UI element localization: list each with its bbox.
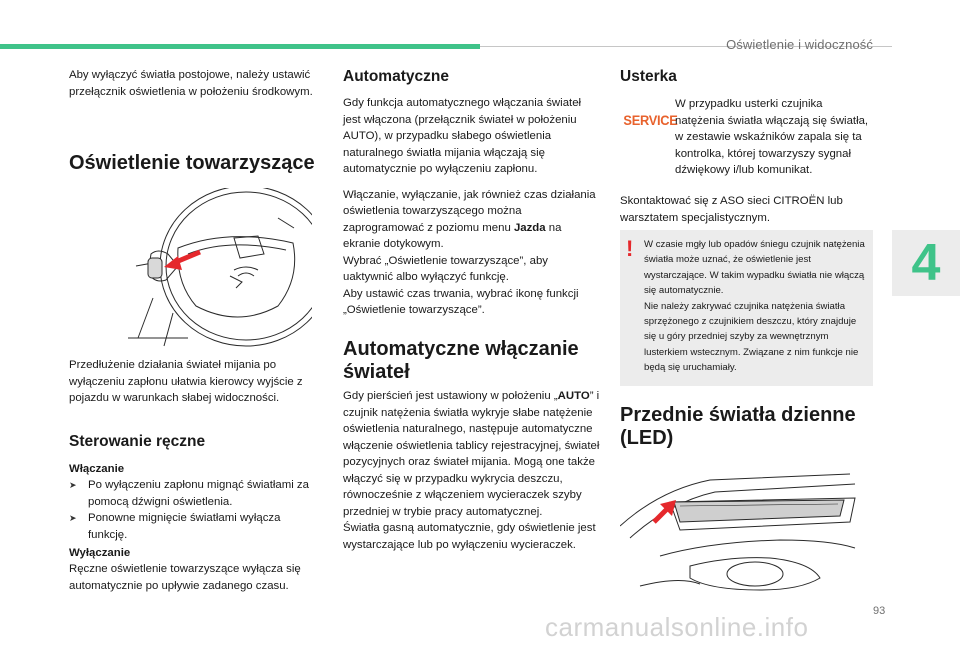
off-text: Ręczne oświetlenie towarzyszące wyłącza się automatycznie po upływie zadanego czasu. (69, 563, 301, 592)
automatic-paragraph: Gdy funkcja automatycznego włączania świateł jest włączona (przełącznik świateł w położeniu AUTO), w przypadku słabego oświetlenia naturalnego światła mijania włączają się automatycznie po wyłączeniu zapłonu. (343, 97, 582, 175)
automatic-settings-text: Włączanie, wyłączanie, jak również czas działania oświetlenia towarzyszącego można zaprogramować z poziomu menu (343, 188, 596, 234)
header-accent-bar (0, 44, 480, 49)
automatic-lighting-off-text: Światła gasną automatycznie, gdy oświetlenie jest wystarczające lub po wyłączeniu wycieraczek. (343, 522, 596, 551)
chapter-tab: 4 (892, 230, 960, 296)
heading-line: (LED) (620, 427, 674, 449)
warning-paragraph: Nie należy zakrywać czujnika natężenia światła sprzężonego z czujnikiem deszczu, który znajduje się u góry przedniej szyby za wewnętrznym lusterkiem wstecznym. Związane z nim funkcje nie będą się uruchamiały. (644, 300, 859, 374)
heading-fault: Usterka (620, 68, 677, 85)
automatic-duration-text: Aby ustawić czas trwania, wybrać ikonę funkcji „Oświetlenie towarzyszące”. (343, 287, 579, 316)
contact-text: Skontaktować się z ASO sieci CITROËN lub warsztatem specjalistycznym. (620, 195, 843, 224)
automatic-block (343, 95, 601, 319)
automatic-lighting-paragraph (343, 388, 601, 520)
automatic-lighting-block (343, 388, 601, 553)
bullet-text: Po wyłączeniu zapłonu mignąć światłami za pomocą dźwigni oświetlenia. (88, 479, 309, 508)
bullet-item (69, 477, 321, 510)
automatic-settings-text-end: na ekranie dotykowym. (343, 221, 562, 250)
column-left-bottom (69, 357, 321, 407)
warning-paragraph: W czasie mgły lub opadów śniegu czujnik natężenia światła może uznać, że oświetlenie jest wystarczające. W takim wypadku światła nie włączą się automatycznie. (644, 239, 865, 297)
heading-companion-lighting: Oświetlenie towarzyszące (69, 152, 315, 174)
manual-off-block (69, 546, 321, 594)
daytime-light-illustration (620, 466, 872, 594)
menu-name: Jazda (513, 221, 546, 234)
heading-line: Automatyczne włączanie (343, 338, 579, 360)
subheading-on: Włączanie (69, 463, 125, 475)
auto-lighting-text: Gdy pierścień jest ustawiony w położeniu „ (343, 390, 558, 402)
intro-text: Aby wyłączyć światła postojowe, należy ustawić przełącznik oświetlenia w położeniu środkowym. (69, 69, 313, 98)
companion-description: Przedłużenie działania świateł mijania po wyłączeniu zapłonu ułatwia kierowcy wyjście z pojazdu w warunkach słabej widoczności. (69, 359, 303, 404)
bullet-item (69, 510, 321, 543)
automatic-select-text: Wybrać „Oświetlenie towarzyszące”, aby uaktywnić albo wyłączyć funkcję. (343, 254, 548, 283)
watermark: carmanualsonline.info (545, 612, 809, 642)
heading-automatic: Automatyczne (343, 68, 449, 85)
heading-manual-control: Sterowanie ręczne (69, 433, 206, 450)
subheading-off: Wyłączanie (69, 547, 131, 559)
auto-label: AUTO (557, 390, 590, 402)
section-title: Oświetlenie i widoczność (726, 37, 873, 52)
exclamation-icon: ! (626, 236, 634, 261)
fault-block (675, 96, 873, 179)
heading-line: Przednie światła dzienne (620, 404, 856, 426)
manual-control-block (69, 462, 321, 543)
contact-block (620, 193, 873, 226)
heading-daytime-lights (620, 404, 890, 450)
fault-text: W przypadku usterki czujnika natężenia światła włączają się światła, w zestawie wskaźników zapala się ta kontrolka, której towarzyszy sygnał dźwiękowy i/lub komunikat. (675, 98, 869, 176)
automatic-settings-paragraph (343, 187, 601, 253)
heading-line: świateł (343, 361, 410, 383)
warning-box (620, 230, 873, 386)
auto-lighting-text-cont: ” i czujnik natężenia światła wykryje słabe natężenie oświetlenia naturalnego, następuje automatyczne włączenie oświetlenia tablicy rejestracyjnej, świateł pozycyjnych oraz świateł mijania. Mogą one także włączyć się w przypadku wykrycia deszczu, równocześnie z włączeniem wycieraczek szyby przedniej w trybie pracy automatycznej. (343, 390, 600, 518)
bullet-marker-icon: ➤ (69, 513, 77, 523)
service-warning-icon: SERVICE (623, 113, 678, 128)
bullet-marker-icon: ➤ (69, 480, 77, 490)
column-left (69, 67, 321, 100)
page-number: 93 (873, 605, 886, 617)
bullet-text: Ponowne mignięcie światłami wyłącza funkcję. (88, 512, 281, 541)
steering-wheel-illustration (118, 188, 312, 348)
warning-text (644, 237, 869, 376)
heading-automatic-lighting (343, 338, 601, 384)
